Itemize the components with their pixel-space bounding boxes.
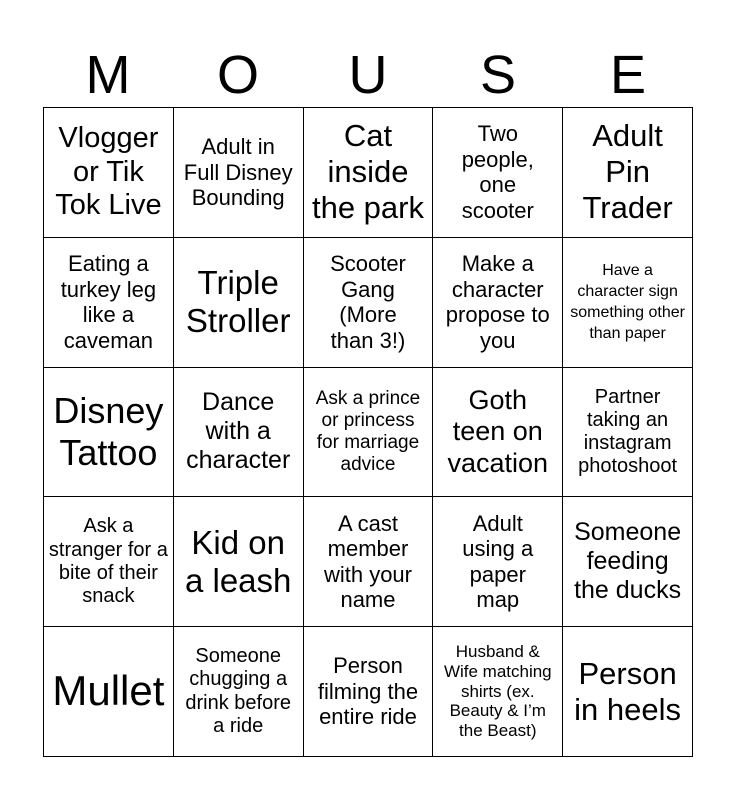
bingo-cell-r5c5[interactable] <box>563 627 693 757</box>
cell-text: Make a character propose to you <box>445 251 550 353</box>
bingo-cell-r1c4[interactable] <box>433 108 563 238</box>
bingo-cell-r4c4[interactable] <box>433 497 563 627</box>
header-letter-o: O <box>216 45 259 105</box>
cell-text: Partner taking an instagram photoshoot <box>578 385 678 478</box>
cell-text: Triple Stroller <box>185 263 291 340</box>
bingo-cell-r1c2[interactable] <box>174 108 304 238</box>
bingo-cell-r4c5[interactable] <box>563 497 693 627</box>
cell-text: Person filming the entire ride <box>317 653 419 730</box>
bingo-header <box>43 42 693 108</box>
header-letter-s: S <box>479 45 517 105</box>
bingo-cell-r5c2[interactable] <box>174 627 304 757</box>
cell-text: Vlogger or Tik Tok Live <box>55 121 162 222</box>
cell-text: Eating a turkey leg like a caveman <box>60 251 157 353</box>
header-letter-m: M <box>85 45 131 105</box>
cell-text: Scooter Gang (More than 3!) <box>330 251 406 353</box>
cell-text: Adult using a paper map <box>462 510 534 613</box>
bingo-cell-r4c2[interactable] <box>174 497 304 627</box>
cell-text: Adult Pin Trader <box>582 118 673 226</box>
cell-text: Person in heels <box>574 655 682 727</box>
cell-text: Adult in Full Disney Bounding <box>183 134 293 211</box>
bingo-cell-r3c1[interactable] <box>44 368 174 498</box>
bingo-cell-r3c5[interactable] <box>563 368 693 498</box>
bingo-cell-r2c5[interactable] <box>563 238 693 368</box>
bingo-cell-r4c1[interactable] <box>44 497 174 627</box>
bingo-cell-r1c5[interactable] <box>563 108 693 238</box>
cell-text: Husband & Wife matching shirts (ex. Beauty & I’m the Beast) <box>443 642 552 741</box>
header-letter-e: E <box>609 45 647 105</box>
cell-text: Two people, one scooter <box>461 121 534 223</box>
cell-text: Someone feeding the ducks <box>574 518 682 605</box>
bingo-board <box>43 107 693 757</box>
bingo-cell-r4c3[interactable] <box>304 497 434 627</box>
bingo-cell-r5c1[interactable] <box>44 627 174 757</box>
cell-text: Cat inside the park <box>311 118 424 226</box>
bingo-cell-r2c3[interactable] <box>304 238 434 368</box>
cell-text: Disney Tattoo <box>53 390 164 473</box>
cell-text: Ask a stranger for a bite of their snack <box>48 515 168 607</box>
cell-text: Kid on a leash <box>184 523 292 599</box>
bingo-cell-r2c4[interactable] <box>433 238 563 368</box>
cell-text: Mullet <box>52 667 165 715</box>
cell-text: Goth teen on vacation <box>447 385 549 478</box>
cell-text: Dance with a character <box>186 388 291 475</box>
bingo-cell-r3c3[interactable] <box>304 368 434 498</box>
header-letter-u: U <box>348 45 388 105</box>
bingo-cell-r5c4[interactable] <box>433 627 563 757</box>
bingo-cell-r2c1[interactable] <box>44 238 174 368</box>
bingo-cell-r2c2[interactable] <box>174 238 304 368</box>
bingo-cell-r1c1[interactable] <box>44 108 174 238</box>
cell-text: Someone chugging a drink before a ride <box>185 645 291 737</box>
bingo-cell-r1c3[interactable] <box>304 108 434 238</box>
bingo-cell-r3c2[interactable] <box>174 368 304 498</box>
bingo-cell-r3c4[interactable] <box>433 368 563 498</box>
cell-text: Ask a prince or princess for marriage advice <box>315 387 421 476</box>
cell-text: Have a character sign something other than paper <box>570 261 685 343</box>
bingo-cell-r5c3[interactable] <box>304 627 434 757</box>
cell-text: A cast member with your name <box>323 510 412 613</box>
